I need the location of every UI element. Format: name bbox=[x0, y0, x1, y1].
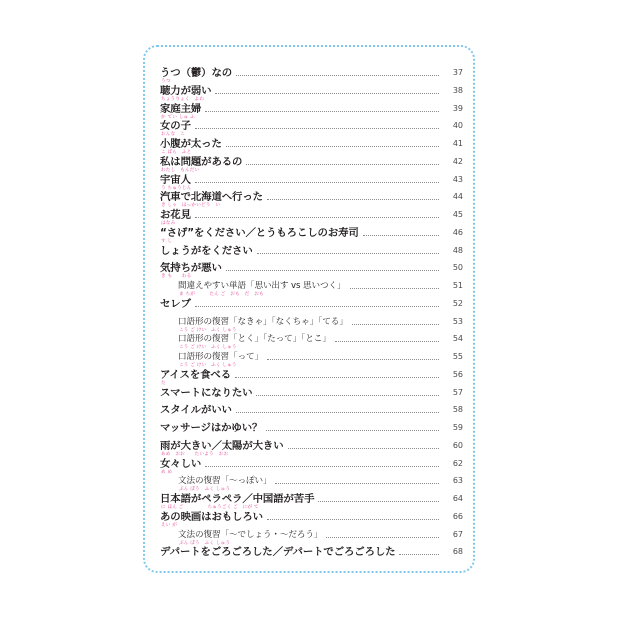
page-number: 59 bbox=[452, 423, 463, 432]
toc-entry[interactable] bbox=[0, 528, 620, 546]
toc-entry[interactable] bbox=[0, 315, 620, 333]
furigana: こう ご けい ふく しゅう bbox=[179, 327, 237, 333]
furigana: うつ bbox=[161, 79, 171, 84]
page-number: 48 bbox=[452, 245, 463, 255]
toc-subentry-title: 口語形の復習「って」 bbox=[178, 352, 263, 362]
toc-entry-title: 雨が大きい／太陽が大きい bbox=[160, 439, 284, 452]
toc-entry[interactable] bbox=[0, 510, 620, 528]
toc-entry[interactable] bbox=[0, 208, 620, 226]
toc-entry[interactable] bbox=[0, 66, 620, 84]
furigana: う ちゅうじん bbox=[161, 185, 192, 191]
toc-entry[interactable] bbox=[0, 545, 620, 563]
dot-leader bbox=[266, 430, 439, 431]
furigana: す し bbox=[161, 238, 173, 244]
dot-leader bbox=[350, 288, 439, 289]
dot-leader bbox=[205, 111, 439, 112]
toc-subentry-title: 文法の復習「〜っぽい」 bbox=[178, 476, 272, 487]
toc-subentry-title: 口語形の復習「とく」「たって」「とこ」 bbox=[178, 334, 331, 345]
toc-entry[interactable] bbox=[0, 244, 620, 262]
toc-entry-title: “さげ”をください／とうもろこしのお寿司 bbox=[160, 226, 359, 239]
toc-entry-title: 宇宙人 bbox=[160, 173, 191, 186]
toc-entry[interactable] bbox=[0, 84, 620, 102]
page-number: 60 bbox=[452, 440, 463, 450]
page-number: 41 bbox=[452, 139, 463, 148]
toc-entry[interactable] bbox=[0, 386, 620, 404]
toc-entry[interactable] bbox=[0, 173, 620, 191]
toc-entry-title: スマートになりたい bbox=[160, 386, 253, 399]
dot-leader bbox=[256, 395, 439, 396]
dot-leader bbox=[352, 324, 439, 325]
toc-entry[interactable] bbox=[0, 226, 620, 244]
page-number: 67 bbox=[452, 529, 463, 539]
toc-entry[interactable] bbox=[0, 474, 620, 492]
page-number: 68 bbox=[452, 547, 463, 557]
toc-entry[interactable] bbox=[0, 297, 620, 315]
toc-entry[interactable] bbox=[0, 119, 620, 137]
dot-leader bbox=[318, 501, 439, 502]
page-number: 44 bbox=[452, 192, 463, 202]
dot-leader bbox=[267, 519, 439, 520]
toc-entry-title: セレブ bbox=[160, 297, 191, 310]
dot-leader bbox=[246, 164, 439, 165]
dot-leader bbox=[226, 270, 439, 271]
page-number: 39 bbox=[452, 103, 463, 113]
furigana: こ ばら ふと bbox=[161, 150, 192, 155]
furigana: あめ おお たいよう おお bbox=[161, 451, 229, 457]
furigana: ぶん ぽう ふく しゅう bbox=[179, 487, 231, 493]
toc-entry[interactable] bbox=[0, 457, 620, 475]
page-number: 45 bbox=[452, 210, 463, 219]
dot-leader bbox=[335, 341, 439, 342]
toc-entry-title: マッサージはかゆい？ bbox=[160, 422, 263, 434]
page-number: 37 bbox=[452, 68, 463, 77]
furigana: た bbox=[161, 380, 166, 386]
toc-entry[interactable] bbox=[0, 261, 620, 279]
furigana: き も わる bbox=[161, 274, 192, 280]
toc-subentry-title: 文法の復習「〜でしょう・〜だろう」 bbox=[178, 529, 323, 540]
furigana: はなみ bbox=[161, 221, 176, 226]
furigana: か てい しゅ ふ bbox=[161, 114, 195, 120]
toc-entry[interactable] bbox=[0, 439, 620, 457]
page-number: 58 bbox=[452, 405, 463, 415]
toc-entry[interactable] bbox=[0, 332, 620, 350]
dot-leader bbox=[195, 182, 439, 183]
furigana: こう ご けい ふく しゅう bbox=[179, 345, 237, 351]
page-number: 38 bbox=[452, 85, 463, 95]
dot-leader bbox=[363, 235, 439, 236]
furigana: ま ちが たん ご おも だ おも bbox=[179, 292, 264, 297]
toc-entry[interactable] bbox=[0, 368, 620, 386]
toc-entry[interactable] bbox=[0, 155, 620, 173]
page-number: 40 bbox=[452, 121, 463, 131]
toc-entry-title: 女の子 bbox=[160, 120, 191, 133]
dot-leader bbox=[267, 199, 439, 200]
toc-entry[interactable] bbox=[0, 492, 620, 510]
furigana: こう ご けい ふく しゅう bbox=[179, 363, 237, 368]
toc-subentry-title: 口語形の復習「なきゃ」「なくちゃ」「てる」 bbox=[178, 316, 348, 327]
furigana: め め bbox=[161, 469, 173, 475]
toc-entry-title: うつ（鬱）なの bbox=[160, 67, 233, 79]
toc-entry[interactable] bbox=[0, 190, 620, 208]
page-number: 53 bbox=[452, 316, 463, 326]
toc-entry-title: お花見 bbox=[160, 209, 191, 221]
dot-leader bbox=[195, 128, 439, 129]
dot-leader bbox=[257, 253, 439, 254]
dot-leader bbox=[267, 359, 439, 360]
toc-entry[interactable] bbox=[0, 350, 620, 368]
page-number: 62 bbox=[452, 458, 463, 468]
toc-subentry-title: 間違えやすい単語「思い出す vs 思いつく」 bbox=[178, 281, 346, 291]
furigana: ぶん ぽう ふく しゅう bbox=[179, 540, 231, 546]
dot-leader bbox=[226, 146, 439, 147]
furigana: えい が bbox=[161, 522, 178, 528]
dot-leader bbox=[215, 93, 439, 94]
dot-leader bbox=[275, 483, 439, 484]
page-number: 66 bbox=[452, 511, 463, 521]
toc-entry-title: 聴力が弱い bbox=[160, 84, 212, 97]
furigana: ちょうりょく よわ bbox=[161, 96, 205, 102]
toc-entry-title: デパートをごろごろした／デパートでごろごろした bbox=[160, 546, 396, 559]
toc-entry-title: 小腹が太った bbox=[160, 138, 222, 150]
toc-entry-title: 女々しい bbox=[160, 457, 202, 470]
toc-entry-title: アイスを食べる bbox=[160, 368, 231, 381]
furigana: に ほん ご ちゅうごく ご にが て bbox=[161, 505, 259, 510]
page-number: 52 bbox=[452, 298, 463, 308]
dot-leader bbox=[235, 377, 439, 378]
dot-leader bbox=[236, 412, 439, 413]
furigana: わたし もんだい bbox=[161, 167, 200, 173]
toc-entry-title: 日本語がペラペラ／中国語が苦手 bbox=[160, 493, 315, 505]
toc-entry[interactable] bbox=[0, 421, 620, 439]
page-number: 63 bbox=[452, 476, 463, 486]
toc-entry[interactable] bbox=[0, 102, 620, 120]
page-number: 54 bbox=[452, 334, 463, 344]
dot-leader bbox=[195, 306, 439, 307]
page-number: 42 bbox=[452, 156, 463, 166]
furigana: き しゃ ほっかいどう い bbox=[161, 203, 221, 209]
dot-leader bbox=[326, 537, 439, 538]
toc-entry-title: あの映画はおもしろい bbox=[160, 510, 263, 523]
page-number: 64 bbox=[452, 494, 463, 503]
page-number: 46 bbox=[452, 227, 463, 237]
page-number: 43 bbox=[452, 174, 463, 184]
dot-leader bbox=[205, 466, 439, 467]
dot-leader bbox=[288, 448, 440, 449]
toc-entry-title: 気持ちが悪い bbox=[160, 262, 222, 275]
page-number: 57 bbox=[452, 387, 463, 397]
furigana: おんな こ bbox=[161, 132, 185, 138]
toc-entry-title: 家庭主婦 bbox=[160, 102, 202, 115]
toc-entry[interactable] bbox=[0, 137, 620, 155]
page-number: 50 bbox=[452, 263, 463, 273]
toc-entry-title: 私は問題があるの bbox=[160, 155, 243, 168]
page-number: 55 bbox=[452, 352, 463, 361]
dot-leader bbox=[195, 217, 439, 218]
dot-leader bbox=[399, 554, 439, 555]
toc-entry-title: しょうがをください bbox=[160, 244, 253, 257]
toc-entry-title: 汽車で北海道へ行った bbox=[160, 191, 263, 204]
page-number: 51 bbox=[452, 281, 463, 290]
dot-leader bbox=[236, 75, 439, 76]
page-number: 56 bbox=[452, 369, 463, 379]
toc-entry[interactable] bbox=[0, 279, 620, 297]
toc-entry-title: スタイルがいい bbox=[160, 404, 232, 417]
toc-entry[interactable] bbox=[0, 403, 620, 421]
